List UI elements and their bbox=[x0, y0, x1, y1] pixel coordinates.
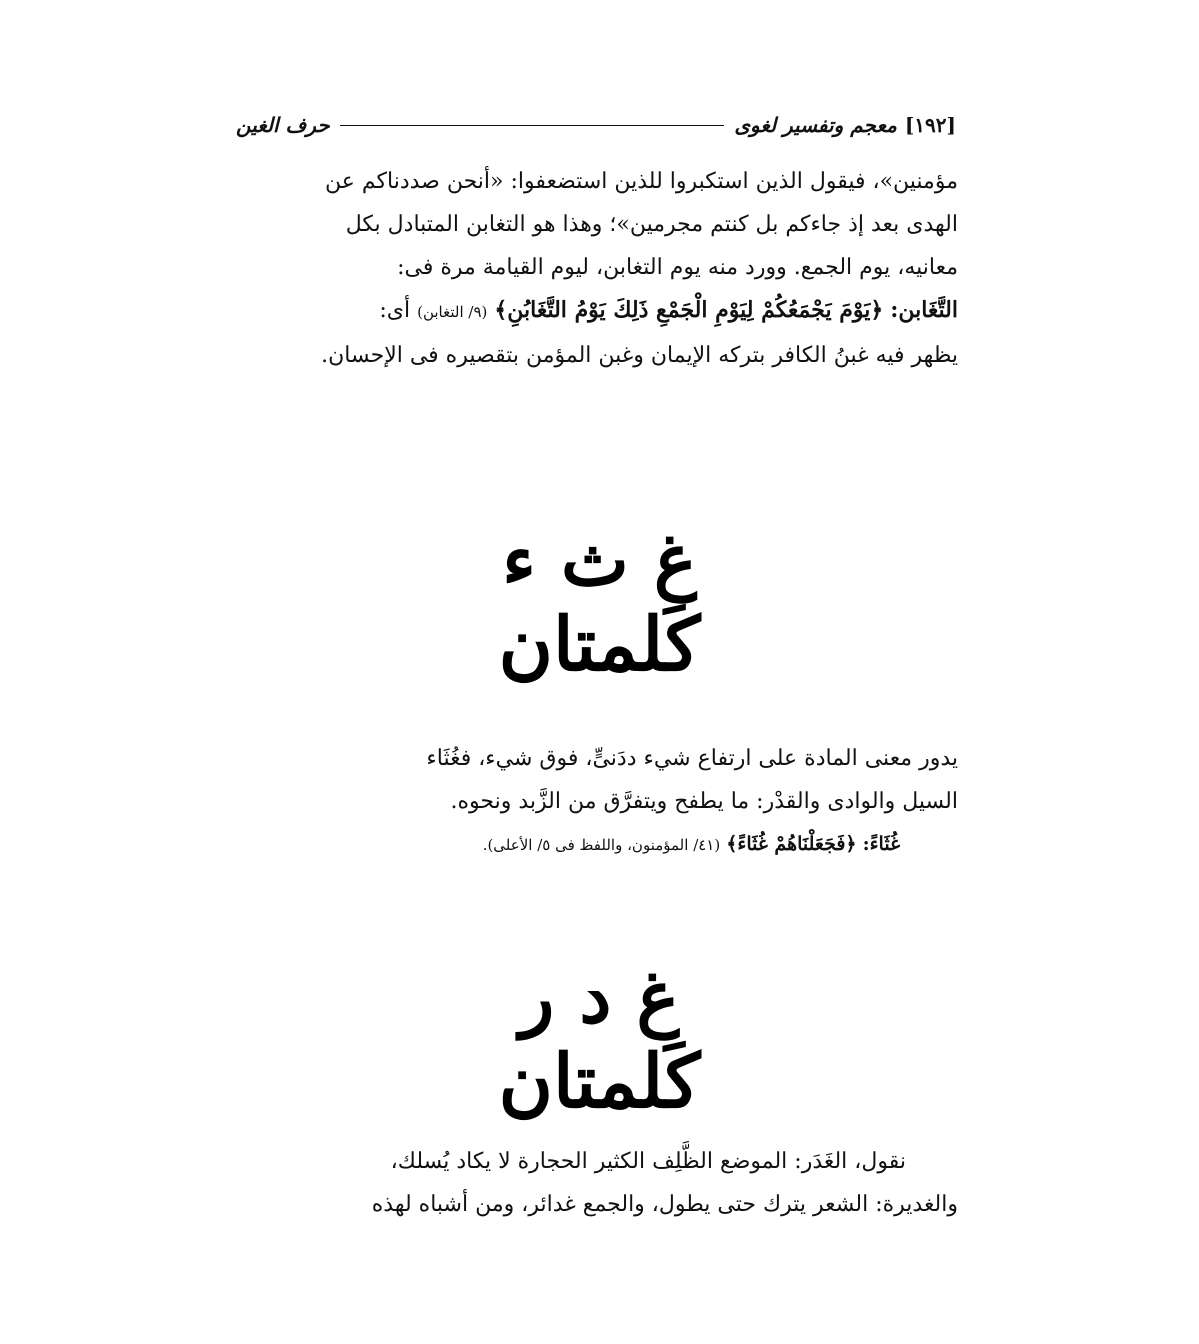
intro-line-5: يظهر فيه غبنُ الكافر بتركه الإيمان وغبن المؤمن بتقصيره فى الإحسان. bbox=[321, 343, 958, 368]
intro-line-3: معانيه، يوم الجمع. وورد منه يوم التغابن، ليوم القيامة مرة فى: bbox=[397, 255, 958, 280]
quran-verse: ﴿فَجَعَلْنَاهُمْ غُثَاءً﴾ bbox=[726, 833, 857, 855]
root-heading-2 bbox=[0, 954, 1199, 1127]
root-word-count: كَلمتان bbox=[498, 1039, 701, 1125]
entry-tail: أى: bbox=[379, 298, 411, 323]
root2-line-2: والغديرة: الشعر يترك حتى يطول، والجمع غدائر، ومن أشباه لهذه bbox=[371, 1192, 958, 1217]
header-rule bbox=[340, 125, 725, 126]
book-title: معجم وتفسير لغوى bbox=[734, 113, 897, 137]
quran-verse: ﴿يَوْمَ يَجْمَعُكُمْ لِيَوْمِ الْجَمْعِ ذَلِكَ يَوْمُ التَّغَابُنِ﴾ bbox=[494, 297, 884, 323]
intro-line-1: مؤمنين»، فيقول الذين استكبروا للذين استضعفوا: «أنحن صددناكم عن bbox=[325, 169, 958, 194]
verse-reference: (٤١/ المؤمنون، واللفظ فى ٥/ الأعلى). bbox=[482, 836, 721, 854]
intro-paragraph bbox=[236, 160, 958, 377]
entry-word: غُثَاءً: bbox=[862, 833, 900, 855]
root-letters: غ ث ء bbox=[502, 517, 697, 602]
page-header bbox=[236, 108, 956, 142]
root1-line-1: يدور معنى المادة على ارتفاع شيء ددَنىٍّ، فوق شيء، فغُثَاء bbox=[426, 746, 958, 771]
section-title: حرف الغين bbox=[236, 113, 330, 137]
root2-paragraph bbox=[236, 1140, 958, 1226]
root1-line-2: السيل والوادى والقدْر: ما يطفح ويتفرَّق من الزَّبد ونحوه. bbox=[450, 789, 958, 814]
root2-line-1: نقول، الغَدَر: الموضع الظَّلِف الكثير الحجارة لا يكاد يُسلك، bbox=[390, 1149, 906, 1174]
root1-paragraph bbox=[236, 737, 958, 867]
root-letters: غ د ر bbox=[519, 954, 680, 1039]
verse-reference: (٩/ التغابن) bbox=[417, 303, 488, 321]
intro-entry-line bbox=[236, 289, 958, 334]
root-word-count: كَلمتان bbox=[498, 602, 701, 688]
root1-entry-line bbox=[236, 823, 958, 867]
root-heading-1 bbox=[0, 517, 1199, 690]
page-number: [١٩٢] bbox=[904, 113, 956, 137]
entry-word: التَّغَابن: bbox=[890, 297, 958, 323]
intro-line-2: الهدى بعد إذ جاءكم بل كنتم مجرمين»؛ وهذا هو التغابن المتبادل بكل bbox=[345, 212, 958, 237]
